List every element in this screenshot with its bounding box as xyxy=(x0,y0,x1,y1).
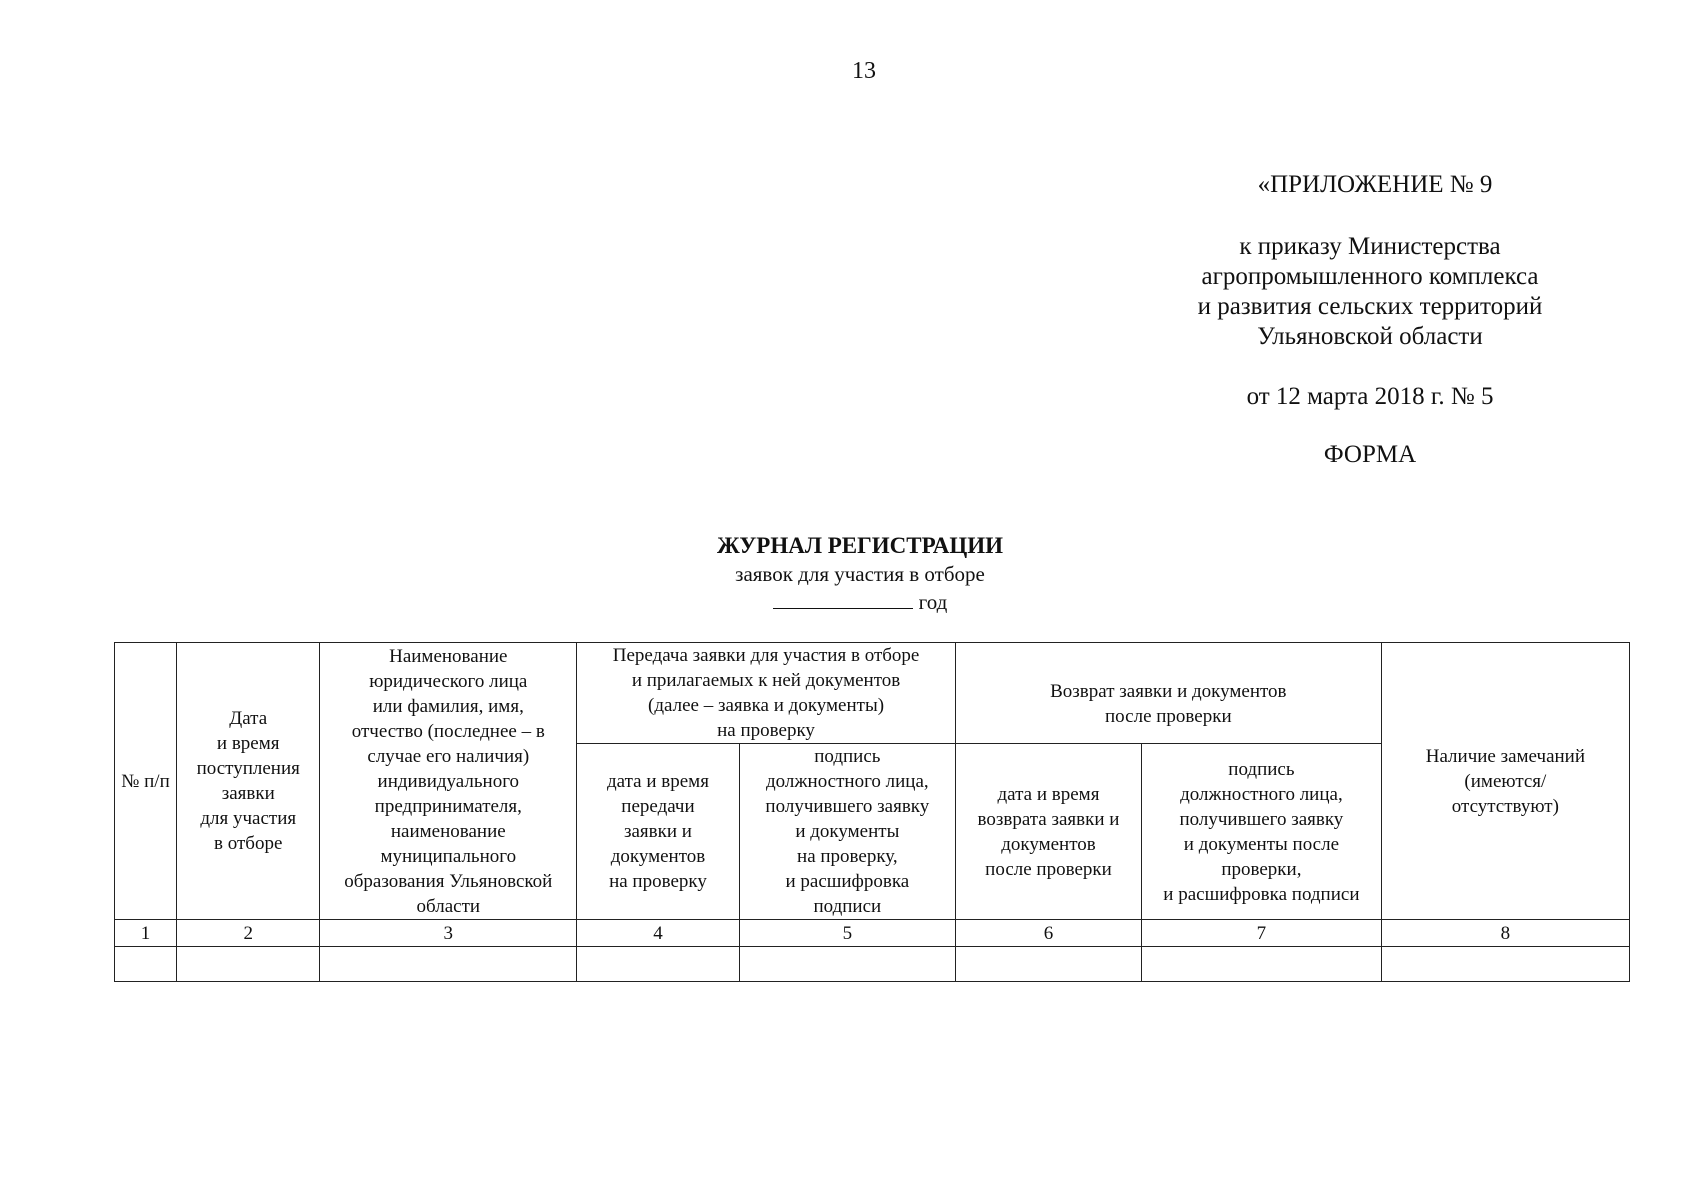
column-number: 4 xyxy=(577,920,740,947)
empty-cell xyxy=(955,947,1141,982)
registration-journal-table xyxy=(114,642,1630,982)
header-return-date xyxy=(955,744,1141,920)
empty-cell xyxy=(739,947,955,982)
header-transfer-date xyxy=(577,744,740,920)
column-number: 6 xyxy=(955,920,1141,947)
header-remarks xyxy=(1381,643,1629,920)
empty-cell xyxy=(115,947,177,982)
header-date-received xyxy=(177,643,320,920)
column-number: 1 xyxy=(115,920,177,947)
table-row xyxy=(115,947,1630,982)
appendix-order-text xyxy=(1150,232,1590,352)
header-applicant-name xyxy=(320,643,577,920)
form-label: ФОРМА xyxy=(1323,441,1417,468)
header-label: подпись должностного лица, получившего заявку и документы на проверку, и расшифровка подписи xyxy=(765,746,930,917)
header-return-group xyxy=(955,643,1381,744)
column-number: 8 xyxy=(1381,920,1629,947)
header-label: Наименование юридического лица или фамилия, имя, отчество (последнее – в случае его наличия) индивидуального предпринимателя, наименование муниципального образования Ульяновской области xyxy=(344,645,553,917)
header-label: дата и время возврата заявки и документов после проверки xyxy=(977,783,1120,880)
column-number-row xyxy=(115,920,1630,947)
header-label: дата и время передачи заявки и документов на проверку xyxy=(607,771,709,892)
header-label: Дата и время поступления заявки для участия в отборе xyxy=(196,708,300,854)
appendix-order-line: агропромышленного комплекса xyxy=(1201,263,1539,290)
appendix-order-line: и развития сельских территорий xyxy=(1197,293,1543,320)
column-number: 5 xyxy=(739,920,955,947)
appendix-title: «ПРИЛОЖЕНИЕ № 9 xyxy=(1257,171,1493,198)
journal-year-line xyxy=(550,588,1170,616)
header-label: Наличие замечаний (имеются/ отсутствуют) xyxy=(1425,745,1586,817)
empty-cell xyxy=(1381,947,1629,982)
year-suffix: год xyxy=(918,590,948,614)
column-number: 2 xyxy=(177,920,320,947)
journal-subtitle: заявок для участия в отборе xyxy=(735,562,985,586)
appendix-date: от 12 марта 2018 г. № 5 xyxy=(1246,383,1494,410)
column-number: 3 xyxy=(320,920,577,947)
header-label: № п/п xyxy=(121,770,170,792)
column-number: 7 xyxy=(1142,920,1382,947)
empty-cell xyxy=(1142,947,1382,982)
header-label: подпись должностного лица, получившего заявку и документы после проверки, и расшифровка подписи xyxy=(1163,758,1360,905)
appendix-order-line: Ульяновской области xyxy=(1257,323,1483,350)
page-number: 13 xyxy=(852,58,876,84)
journal-title: ЖУРНАЛ РЕГИСТРАЦИИ xyxy=(717,533,1003,558)
appendix-block xyxy=(1150,170,1590,470)
year-blank-field xyxy=(773,592,913,609)
empty-cell xyxy=(177,947,320,982)
journal-heading xyxy=(550,532,1170,616)
appendix-order-line: к приказу Министерства xyxy=(1239,233,1501,260)
header-label: Возврат заявки и документов после проверки xyxy=(1050,681,1287,727)
header-return-signature xyxy=(1142,744,1382,920)
header-transfer-group xyxy=(577,643,956,744)
empty-cell xyxy=(320,947,577,982)
empty-cell xyxy=(577,947,740,982)
header-label: Передача заявки для участия в отборе и прилагаемых к ней документов (далее – заявка и документы) на проверку xyxy=(612,645,920,741)
header-transfer-signature xyxy=(739,744,955,920)
header-row-number xyxy=(115,643,177,920)
